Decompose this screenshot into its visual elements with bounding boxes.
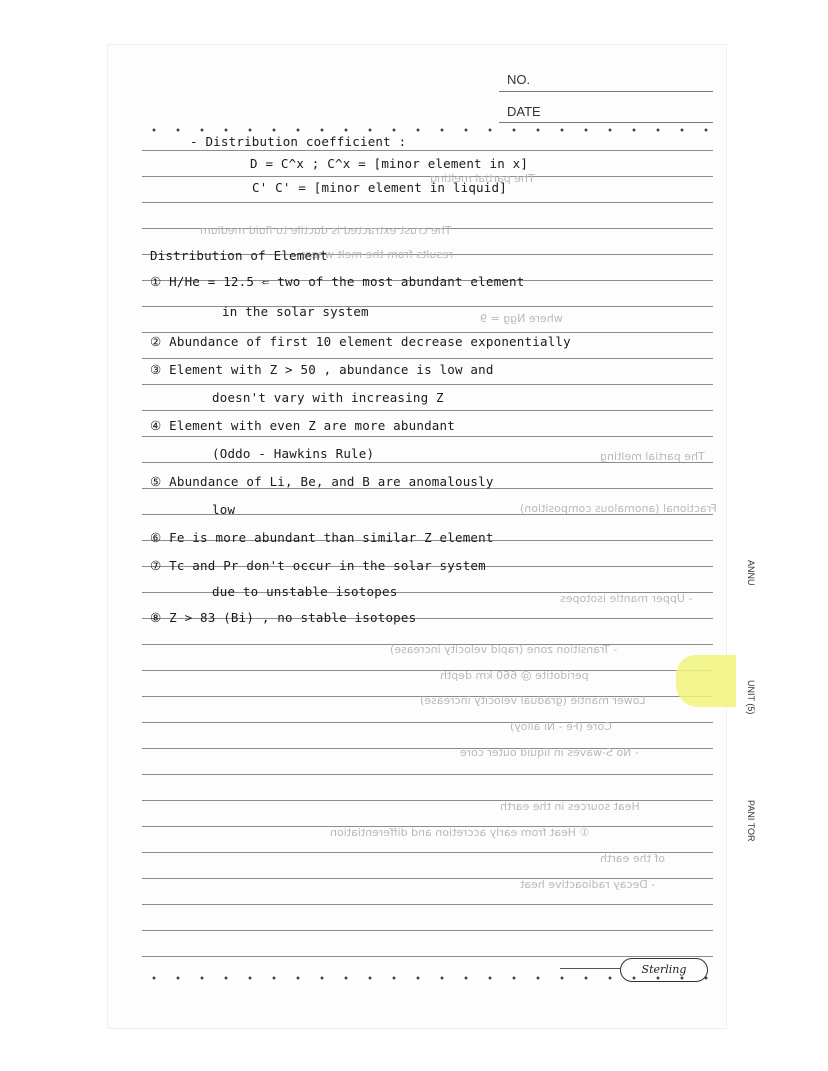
bleed-through-text: Core (Fe - Ni alloy) xyxy=(510,720,612,733)
note-line: ② Abundance of first 10 element decrease exponentially xyxy=(150,334,571,349)
highlighter-mark xyxy=(676,655,736,707)
note-line: ④ Element with even Z are more abundant xyxy=(150,418,455,433)
bleed-through-text: ① Heat from early accretion and differentiation xyxy=(330,826,590,839)
note-line: in the solar system xyxy=(222,304,369,319)
bleed-through-text: where Ngg = 9 xyxy=(480,312,563,325)
side-text: PANI TOR xyxy=(746,800,756,842)
side-text: UNIT (5) xyxy=(746,680,756,715)
bleed-through-text: The crust extracted is ductile to fluid medium xyxy=(200,224,452,237)
note-line: ⑤ Abundance of Li, Be, and B are anomalously xyxy=(150,474,494,489)
bleed-through-text: Lower mantle (gradual velocity increase) xyxy=(420,694,646,707)
sterling-logo: Sterling xyxy=(620,958,708,982)
note-line: ① H/He = 12.5 ⇐ two of the most abundant element xyxy=(150,274,525,289)
ruled-line xyxy=(142,722,713,723)
logo-rule xyxy=(560,968,620,969)
bleed-through-text: - Decay radioactive heat xyxy=(520,878,656,891)
note-line: ⑦ Tc and Pr don't occur in the solar system xyxy=(150,558,486,573)
ruled-line xyxy=(142,202,713,203)
bleed-through-text: peridotite @ 660 km depth xyxy=(440,669,589,682)
bleed-through-text: - Transition zone (rapid velocity increase) xyxy=(390,643,618,656)
bleed-through-text: Fractional (anomalous composition) xyxy=(520,502,717,515)
ruled-line xyxy=(142,904,713,905)
date-field-line xyxy=(499,122,713,123)
ruled-line xyxy=(142,410,713,411)
no-field-line xyxy=(499,91,713,92)
no-label: NO. xyxy=(507,72,531,87)
ruled-line xyxy=(142,384,713,385)
note-formula-line: C' C' = [minor element in liquid] xyxy=(252,180,507,195)
adjacent-page-edge xyxy=(744,560,754,890)
note-line: ⑧ Z > 83 (Bi) , no stable isotopes xyxy=(150,610,417,625)
ruled-line xyxy=(142,150,713,151)
bleed-through-text: The partial melting xyxy=(430,172,535,185)
bleed-through-text: of the earth xyxy=(600,852,665,865)
note-line: due to unstable isotopes xyxy=(212,584,398,599)
bleed-through-text: Heat sources in the earth xyxy=(500,800,640,813)
top-dotted-border xyxy=(142,128,713,132)
bleed-through-text: results from the melt where xyxy=(300,248,454,261)
ruled-line xyxy=(142,436,713,437)
ruled-line xyxy=(142,956,713,957)
note-line: ⑥ Fe is more abundant than similar Z element xyxy=(150,530,494,545)
note-line: ③ Element with Z > 50 , abundance is low and xyxy=(150,362,494,377)
note-formula-line: D = C^x ; C^x = [minor element in x] xyxy=(250,156,529,171)
bleed-through-text: - Upper mantle isotopes xyxy=(560,592,693,605)
ruled-line xyxy=(142,358,713,359)
ruled-line xyxy=(142,930,713,931)
note-line: low xyxy=(212,502,236,517)
note-line: (Oddo - Hawkins Rule) xyxy=(212,446,375,461)
bleed-through-text: - No S-waves in liquid outer core xyxy=(460,746,639,759)
date-label: DATE xyxy=(507,104,541,119)
ruled-line xyxy=(142,332,713,333)
bleed-through-text: The partial melting xyxy=(600,450,705,463)
note-line: doesn't vary with increasing Z xyxy=(212,390,444,405)
note-line: - Distribution coefficient : xyxy=(190,134,407,149)
ruled-line xyxy=(142,176,713,177)
ruled-line xyxy=(142,774,713,775)
side-text: ANNU xyxy=(746,560,756,586)
note-heading: Distribution of Element xyxy=(150,248,328,263)
ruled-line xyxy=(142,670,713,671)
